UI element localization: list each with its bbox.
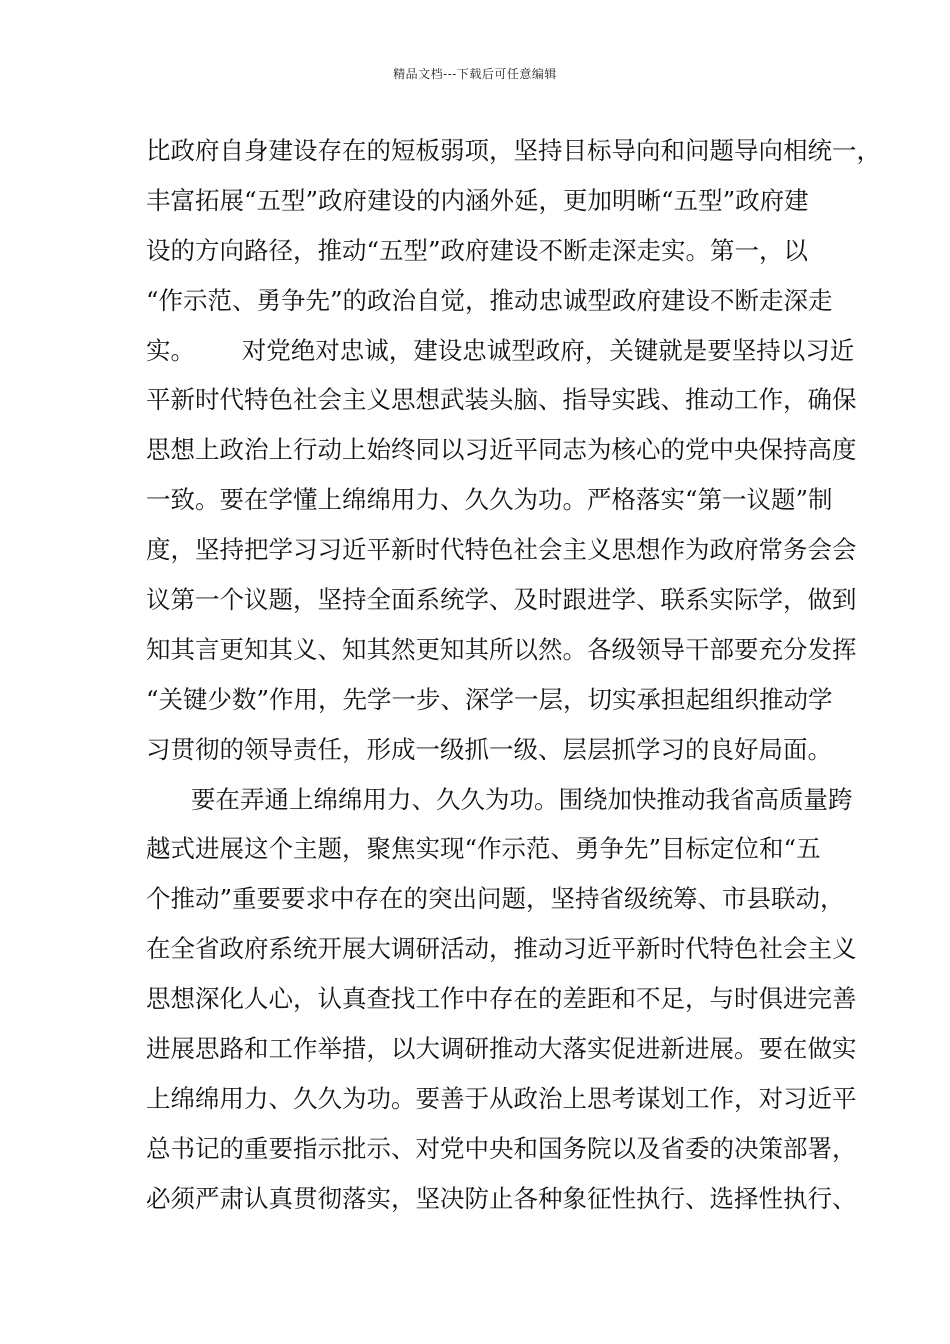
text-line: 丰富拓展“五型”政府建设的内涵外延，更加明晰“五型”政府建 — [146, 185, 809, 215]
text-line: 议第一个议题，坚持全面系统学、及时跟进学、联系实际学，做到 — [146, 585, 857, 615]
page-header: 精品文档---下载后可任意编辑 — [393, 67, 557, 81]
text-line: 必须严肃认真贯彻落实，坚决防止各种象征性执行、选择性执行、 — [146, 1183, 857, 1213]
paragraph-start-line: 要在弄通上绵绵用力、久久为功。围绕加快推动我省高质量跨 — [191, 784, 853, 814]
text-line: 进展思路和工作举措，以大调研推动大落实促进新进展。要在做实 — [146, 1034, 857, 1064]
text-line: 比政府自身建设存在的短板弱项，坚持目标导向和问题导向相统一， — [146, 136, 881, 165]
text-line: 思想上政治上行动上始终同以习近平同志为核心的党中央保持高度 — [146, 435, 857, 465]
text-line: 思想深化人心，认真查找工作中存在的差距和不足，与时俱进完善 — [146, 984, 857, 1014]
text-line: 习贯彻的领导责任，形成一级抓一级、层层抓学习的良好局面。 — [146, 734, 832, 764]
text-line: 平新时代特色社会主义思想武装头脑、指导实践、推动工作，确保 — [146, 385, 857, 415]
text-line: 上绵绵用力、久久为功。要善于从政治上思考谋划工作，对习近平 — [146, 1083, 857, 1113]
body-text — [146, 126, 881, 1224]
text-line: 个推动”重要要求中存在的突出问题，坚持省级统筹、市县联动， — [146, 884, 845, 914]
text-line: 设的方向路径，推动“五型”政府建设不断走深走实。第一，以 — [146, 235, 809, 265]
text-line: 实。 对党绝对忠诚，建设忠诚型政府，关键就是要坚持以习近 — [146, 335, 855, 365]
text-line: 一致。要在学懂上绵绵用力、久久为功。严格落实“第一议题”制 — [146, 485, 833, 515]
text-line: 在全省政府系统开展大调研活动，推动习近平新时代特色社会主义 — [146, 934, 857, 964]
text-line: 知其言更知其义、知其然更知其所以然。各级领导干部要充分发挥 — [146, 634, 857, 664]
text-line: “作示范、勇争先”的政治自觉，推动忠诚型政府建设不断走深走 — [146, 285, 833, 315]
text-line: 度，坚持把学习习近平新时代特色社会主义思想作为政府常务会会 — [146, 535, 857, 565]
text-line: 总书记的重要指示批示、对党中央和国务院以及省委的决策部署， — [146, 1133, 857, 1163]
text-line: 越式进展这个主题，聚焦实现“作示范、勇争先”目标定位和“五 — [146, 834, 821, 864]
text-line: “关键少数”作用，先学一步、深学一层，切实承担起组织推动学 — [146, 684, 833, 714]
